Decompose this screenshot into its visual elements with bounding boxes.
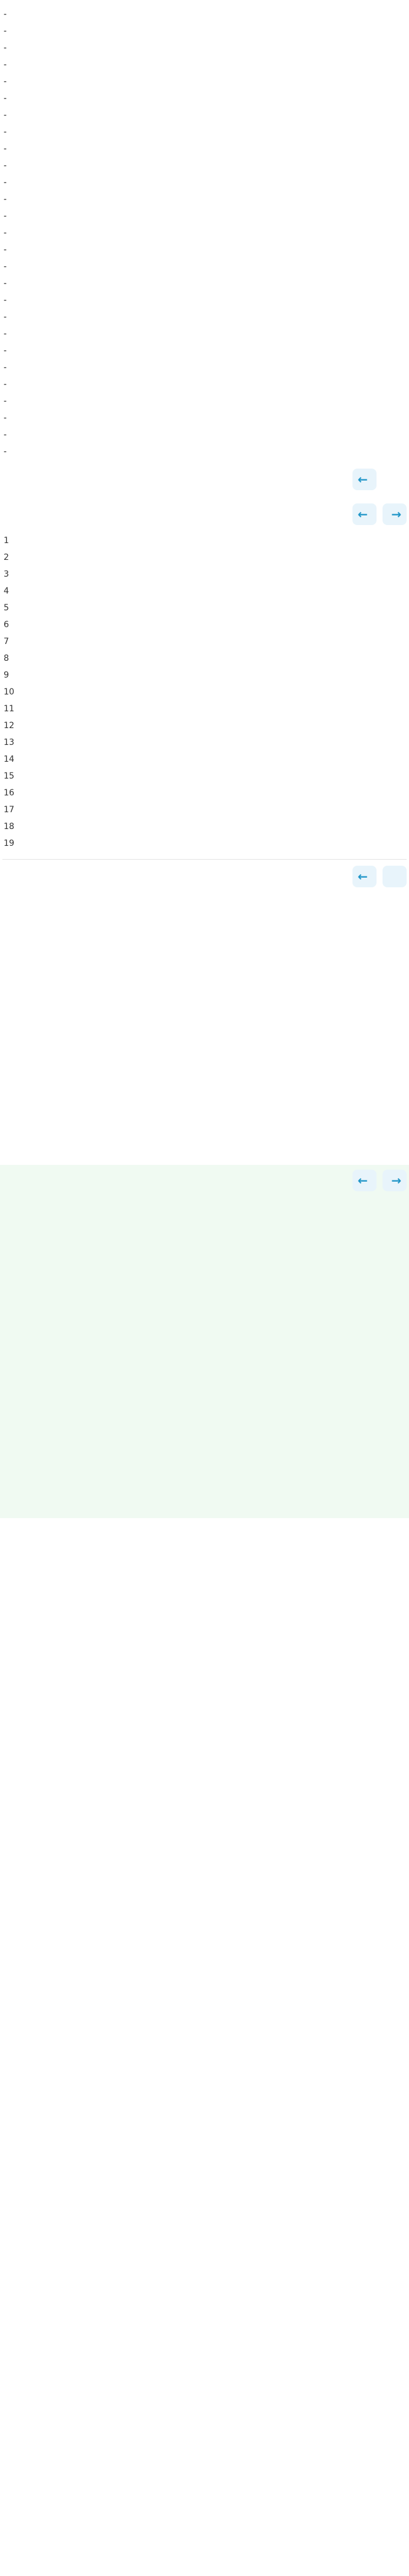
list-item xyxy=(0,1333,409,1350)
list-item: 17 xyxy=(4,805,14,815)
list-item xyxy=(0,1350,409,1367)
list-item xyxy=(0,393,409,410)
list-item: 12 xyxy=(4,721,14,731)
list-item xyxy=(0,443,409,460)
list-item xyxy=(0,1400,409,1417)
answer-list xyxy=(0,893,409,1165)
prev-page-button[interactable] xyxy=(352,1170,377,1191)
list-item xyxy=(0,1114,409,1131)
arrow-right-icon: → xyxy=(391,1173,402,1188)
list-item xyxy=(0,225,409,242)
exercise-header xyxy=(0,499,409,530)
list-item: 11 xyxy=(4,704,14,714)
list-item xyxy=(0,946,409,963)
list-item: 10 xyxy=(4,687,14,697)
list-item xyxy=(0,1468,409,1484)
exercise-header xyxy=(0,1165,409,1196)
list-item xyxy=(0,174,409,191)
list-item xyxy=(0,90,409,107)
list-item: 2 xyxy=(4,553,9,562)
exercise-header xyxy=(0,460,409,499)
pager xyxy=(352,1170,407,1191)
list-item: 16 xyxy=(4,788,14,798)
list-item xyxy=(0,896,409,913)
list-item xyxy=(0,1013,409,1030)
list-item xyxy=(0,1501,409,1518)
list-item xyxy=(0,258,409,275)
list-item: 19 xyxy=(4,839,14,848)
answer-list xyxy=(0,530,409,852)
list-item xyxy=(0,1030,409,1047)
list-item xyxy=(0,1299,409,1316)
prev-page-button[interactable] xyxy=(352,469,377,490)
list-item xyxy=(0,1131,409,1148)
list-item xyxy=(0,410,409,427)
list-item: 5 xyxy=(4,603,9,613)
list-item: 14 xyxy=(4,755,14,764)
list-item xyxy=(0,275,409,292)
list-item: 1 xyxy=(4,536,9,545)
list-item xyxy=(0,23,409,40)
list-item: 15 xyxy=(4,771,14,781)
arrow-right-icon: → xyxy=(391,507,402,521)
arrow-left-icon: ← xyxy=(357,507,368,521)
list-item xyxy=(0,141,409,157)
list-item xyxy=(0,1283,409,1299)
list-item xyxy=(0,1316,409,1333)
pager xyxy=(352,866,407,887)
list-item xyxy=(0,1081,409,1098)
list-item xyxy=(0,963,409,980)
list-item xyxy=(0,913,409,929)
list-item xyxy=(0,208,409,225)
list-item xyxy=(0,73,409,90)
next-page-button[interactable] xyxy=(383,1170,407,1191)
arrow-left-icon: ← xyxy=(357,869,368,884)
list-item xyxy=(0,56,409,73)
list-item xyxy=(0,1047,409,1064)
list-item xyxy=(0,1434,409,1451)
list-item xyxy=(0,1232,409,1249)
arrow-left-icon: ← xyxy=(357,472,368,487)
list-item xyxy=(0,1098,409,1114)
list-item xyxy=(0,1451,409,1468)
list-item xyxy=(0,980,409,997)
next-page-button[interactable] xyxy=(383,469,407,490)
list-item: 6 xyxy=(4,620,9,630)
list-item: 8 xyxy=(4,654,9,663)
list-item xyxy=(0,376,409,393)
list-item xyxy=(0,1249,409,1266)
next-page-button[interactable] xyxy=(383,503,407,525)
list-item xyxy=(0,242,409,258)
answer-section xyxy=(0,893,409,1165)
list-item xyxy=(0,1417,409,1434)
answer-section xyxy=(0,1165,409,1518)
prev-page-button[interactable] xyxy=(352,503,377,525)
list-item: 18 xyxy=(4,822,14,831)
answer-list xyxy=(0,1196,409,1518)
list-item xyxy=(0,107,409,124)
list-item xyxy=(0,1215,409,1232)
list-item xyxy=(0,309,409,326)
list-item: 7 xyxy=(4,637,9,646)
prev-page-button[interactable] xyxy=(352,866,377,887)
pager xyxy=(352,503,407,525)
list-item xyxy=(0,1367,409,1384)
arrow-left-icon: ← xyxy=(357,1173,368,1188)
list-item: 3 xyxy=(4,570,9,579)
list-item xyxy=(0,6,409,23)
wordlist xyxy=(0,4,409,460)
list-item xyxy=(0,40,409,56)
list-item xyxy=(0,124,409,141)
list-item: 13 xyxy=(4,738,14,747)
exercise-header xyxy=(0,860,409,893)
list-item xyxy=(0,359,409,376)
list-item xyxy=(0,157,409,174)
pager xyxy=(352,469,407,490)
list-item: 4 xyxy=(4,586,9,596)
next-page-button[interactable] xyxy=(383,866,407,887)
list-item: 9 xyxy=(4,670,9,680)
list-item xyxy=(0,1484,409,1501)
list-item xyxy=(0,427,409,443)
list-item xyxy=(0,1266,409,1283)
list-item xyxy=(0,1198,409,1215)
list-item xyxy=(0,191,409,208)
list-item xyxy=(0,1384,409,1400)
list-item xyxy=(0,342,409,359)
list-item xyxy=(0,929,409,946)
list-item xyxy=(0,997,409,1013)
list-item xyxy=(0,1064,409,1081)
list-item xyxy=(0,1148,409,1165)
list-item xyxy=(0,326,409,342)
list-item xyxy=(0,292,409,309)
